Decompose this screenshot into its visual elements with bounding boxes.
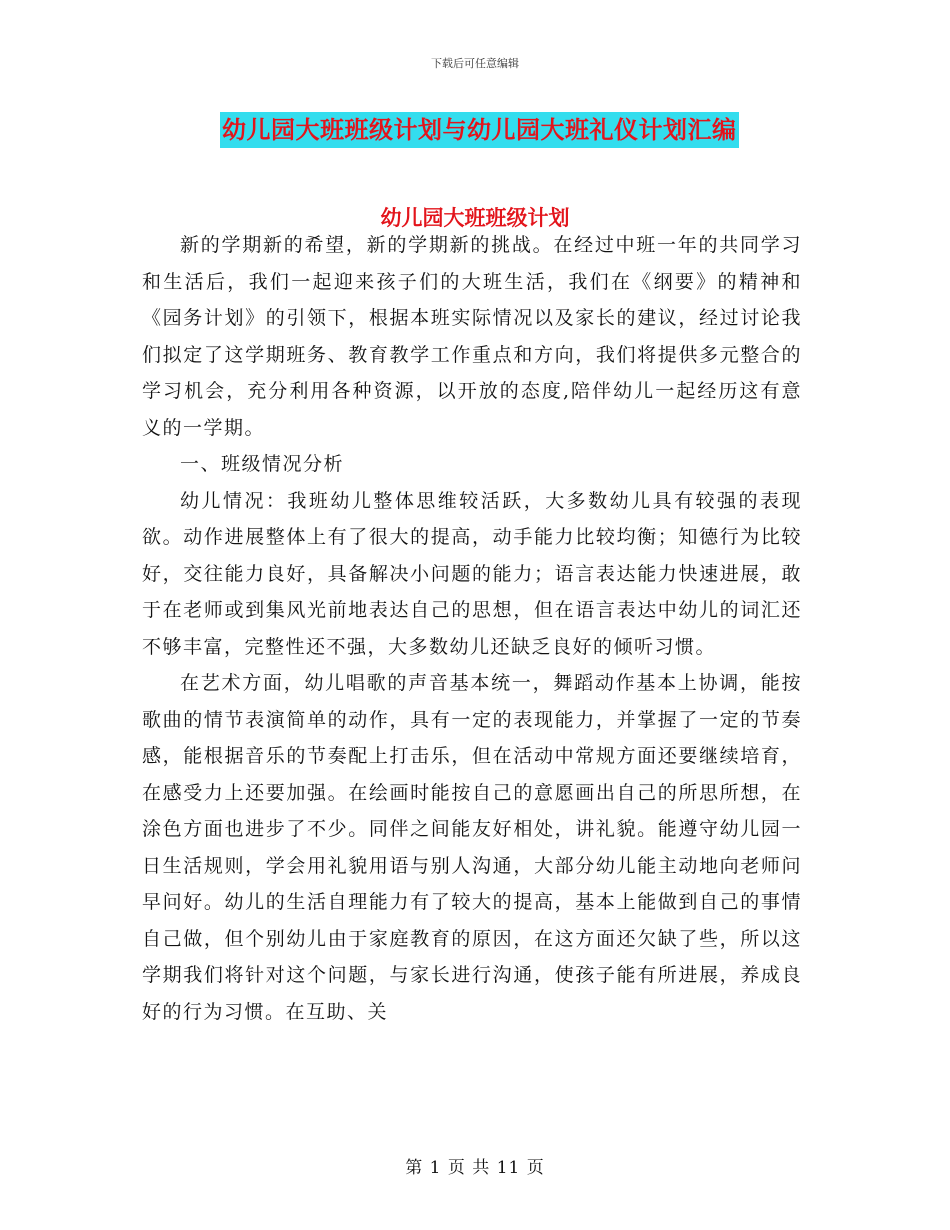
- section-title: 幼儿园大班班级计划: [380, 206, 570, 230]
- paragraph-children-status: 幼儿情况：我班幼儿整体思维较活跃，大多数幼儿具有较强的表现欲。动作进展整体上有了很大的提高，动手能力比较均衡；知德行为比较好，交往能力良好，具备解决小问题的能力；语言表达能力快速进展，敢于在老师或到集风光前地表达自己的思想，但在语言表达中幼儿的词汇还不够丰富，完整性还不强，大多数幼儿还缺乏良好的倾听习惯。: [142, 489, 802, 658]
- paragraph-intro: 新的学期新的希望，新的学期新的挑战。在经过中班一年的共同学习和生活后，我们一起迎来孩子们的大班生活，我们在《纲要》的精神和《园务计划》的引领下，根据本班实际情况以及家长的建议，经过讨论我们拟定了这学期班务、教育教学工作重点和方向，我们将提供多元整合的学习机会，充分利用各种资源，以开放的态度,陪伴幼儿一起经历这有意义的一学期。: [142, 234, 802, 439]
- page-number-footer: 第 1 页 共 11 页: [405, 1158, 545, 1178]
- heading-class-analysis: 一、班级情况分析: [180, 453, 345, 475]
- header-note: 下载后可任意编辑: [431, 57, 519, 70]
- document-body: [142, 227, 802, 1030]
- document-title: 幼儿园大班班级计划与幼儿园大班礼仪计划汇编: [220, 112, 739, 148]
- paragraph-arts: 在艺术方面，幼儿唱歌的声音基本统一，舞蹈动作基本上协调，能按歌曲的情节表演简单的动作，具有一定的表现能力，并掌握了一定的节奏感，能根据音乐的节奏配上打击乐，但在活动中常规方面还要继续培育，在感受力上还要加强。在绘画时能按自己的意愿画出自己的所思所想，在涂色方面也进步了不少。同伴之间能友好相处，讲礼貌。能遵守幼儿园一日生活规则，学会用礼貌用语与别人沟通，大部分幼儿能主动地向老师问早问好。幼儿的生活自理能力有了较大的提高，基本上能做到自己的事情自己做，但个别幼儿由于家庭教育的原因，在这方面还欠缺了些，所以这学期我们将针对这个问题，与家长进行沟通，使孩子能有所进展，养成良好的行为习惯。在互助、关: [142, 672, 802, 1023]
